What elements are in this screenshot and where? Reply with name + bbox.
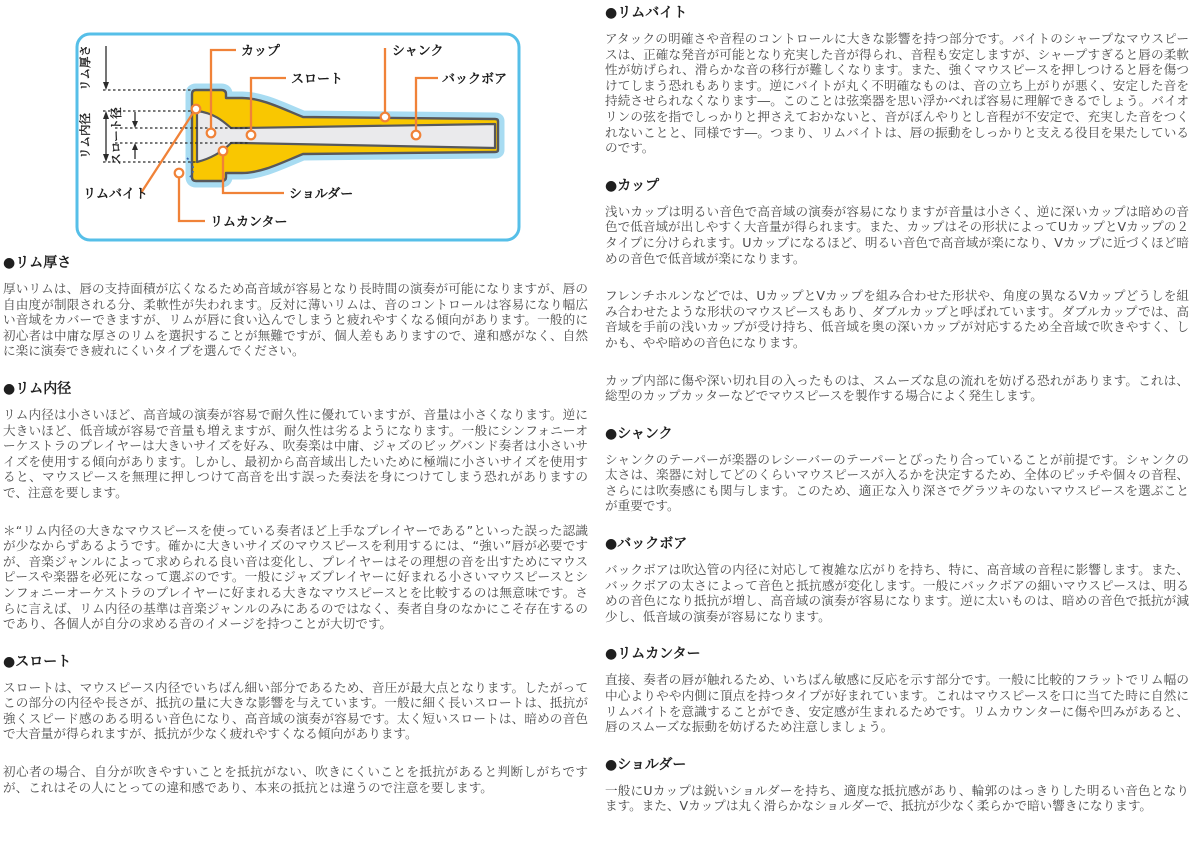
rim-contour-pointer-dot [175,169,184,178]
shank-pointer-dot [381,113,390,122]
paragraph: フレンチホルンなどでは、UカップとVカップを組み合わせた形状や、角度の異なるVカップどうしを組み合わせたような形状のマウスピースもあり、ダブルカップと呼ばれています。ダブルカップでは、高音域を手前の浅いカップが受け持ち、低音域を奥の深いカップが対応するため全音域で吹きやすく、しかも、やや暗めの音色になります。 [605,288,1189,350]
cup-pointer-dot [207,129,216,138]
section-rim-inner-diameter [3,381,588,632]
section-heading: ●カップ [605,177,660,194]
rim-thickness-label: リム厚さ [78,45,92,91]
paragraph: 浅いカップは明るい音色で高音域の演奏が容易になりますが音量は小さく、逆に深いカップは暗めの音色で低音域が出しやすく大音量が得られます。また、カップはその形状によってUカップとVカップの２タイプに分けられます。Uカップになるほど、明るい音色で高音域が楽になり、Vカップに近づくほど暗めの音色で低音域が楽になります。 [605,203,1189,266]
section-throat [3,654,588,796]
section-heading: ●バックボア [605,536,688,553]
paragraph: スロートは、マウスピース内径でいちばん細い部分であるため、音圧が最大点となります。したがってこの部分の内径や長さが、抵抗の量に大きな影響を与えています。一般に細く長いスロートは、抵抗が強くスピード感のある明るい音色になり、高音域の演奏が容易です。太く短いスロートは、暗めの音色で大音量が得られますが、抵抗が少なく疲れやすくなる傾向があります。 [3,679,588,742]
left-column [3,0,588,817]
section-heading: ●シャンク [605,425,673,442]
shoulder-pointer-dot [219,147,228,156]
paragraph: カップ内部に傷や深い切れ目の入ったものは、スムーズな息の流れを妨げる恐れがあります。これは、総型のカップカッターなどでマウスピースを製作する場合によく発生します。 [605,372,1189,404]
section-backbore [605,536,1189,624]
right-column [605,0,1189,836]
section-shank [605,426,1189,514]
paragraph: アタックの明確さや音程のコントロールに大きな影響を持つ部分です。バイトのシャープなマウスピースは、正確な発音が可能となり充実した音が得られ、音程も安定しますが、シャープすぎると唇の柔軟性が妨げられ、滑らかな音の移行が難しくなります。また、強くマウスピースを押しつけると唇を傷つけてしまう恐れもあります。逆にバイトが丸く不明確なものは、音の立ち上がりが悪く、安定した音を持続させられなくなります―。このことは弦楽器を思い浮かべれば容易に理解できるでしょう。バイオリンの弦を指でしっかりと押さえておかないと、音がぼんやりとし音程が不安定で、充実した音をつくれないことと、同様です―。つまり、リムバイトは、唇の振動をしっかりと支える役目を果たしているのです。 [605,31,1189,156]
section-cup [605,178,1189,404]
paragraph: 厚いリムは、唇の支持面積が広くなるため高音域が容易となり長時間の演奏が可能になりますが、唇の自由度が制限される分、柔軟性が失われます。反対に薄いリムは、音のコントロールは容易になり幅広い音域をカバーできますが、リムが唇に食い込んでしまうと疲れやすくなる傾向があります。一般的に初心者は中庸な厚さのリムを選択することが無難ですが、個人差もありますので、違和感がなく、自然に楽に演奏でき疲れにくいタイプを選んでください。 [3,281,588,359]
section-rim-thickness [3,255,588,359]
paragraph: 一般にUカップは鋭いショルダーを持ち、適度な抵抗感があり、輪郭のはっきりした明るい音色となります。また、Vカップは丸く滑らかなショルダーで、抵抗が少なく柔らかで暗い響きになります。 [605,782,1189,814]
paragraph: 直接、奏者の唇が触れるため、いちばん敏感に反応を示す部分です。一般に比較的フラットでリム幅の中心よりやや内側に頂点を持つタイプが好まれています。これはマウスピースを口に当てた時に自然にリムバイトを意識することができ、安定感が生まれるためです。リムカウンターに傷や凹みがあると、唇のスムーズな振動を妨げるため注意しましょう。 [605,672,1189,735]
section-heading: ●スロート [3,653,72,670]
backbore-label: バックボア [442,72,508,87]
paragraph: 初心者の場合、自分が吹きやすいことを抵抗がない、吹きにくいことを抵抗があると判断しがちですが、これはその人にとっての違和感であり、本来の抵抗とは違うので注意を要します。 [3,764,588,795]
throat-label: スロート [291,72,344,87]
rim-inner-diameter-label: リム内径 [78,113,92,159]
paragraph: ＊“リム内径の大きなマウスピースを使っている奏者ほど上手なプレイヤーである”といった誤った認識が少なからずあるようです。確かに大きいサイズのマウスピースを利用するには、“強い”唇が必要ですが、音楽ジャンルによって求められる良い音は変化し、プレイヤーはその理想の音を出すためにマウスピースや楽器を必死になって選ぶのです。一般にジャズプレイヤーに好まれる小さいマウスピースとシンフォニーオーケストラのプレイヤーに好まれる大きなマウスピースとを比較するのは無意味です。さらに言えば、リム内径の基準は音楽ジャンルのみにあるのではなく、奏者自身のなかにこそ存在するのであり、各個人が自分の求める音のイメージを持つことが大切です。 [3,522,588,632]
rim-bite-label: リムバイト [83,187,149,202]
cup-label: カップ [241,44,280,59]
throat-diameter-label: スロート径 [109,107,123,165]
paragraph: リム内径は小さいほど、高音域の演奏が容易で耐久性に優れていますが、音量は小さくなります。逆に大きいほど、低音域が容易で音量も増えますが、耐久性は劣るようになります。一般にシンフォニーオーケストラのプレイヤーは大きいサイズを好み、吹奏楽は中庸、ジャズのビッグバンド奏者は小さいサイズを使用する傾向があります。しかし、最初から高音域出したいために極端に小さいサイズを使用すると、マウスピースを無理に押しつけて高音を出す誤った奏法を身につけてしまう恐れがありますので、注意を要します。 [3,406,588,500]
mouthpiece-diagram-svg [75,32,522,242]
section-rim-contour [605,646,1189,734]
section-shoulder [605,757,1189,814]
section-heading: ●ショルダー [605,756,687,773]
shoulder-label: ショルダー [289,187,354,202]
backbore-pointer-dot [412,131,421,140]
paragraph: シャンクのテーパーが楽器のレシーバーのテーパーとぴったり合っていることが前提です。シャンクの太さは、楽器に対してどのくらいマウスピースが入るかを決定するため、全体のピッチや個々の音程、さらには吹奏感にも関与します。このため、適正な入り深さでグラツキのないマウスピースを選ぶことが重要です。 [605,451,1189,514]
section-heading: ●リムカンター [605,646,701,663]
mouthpiece-diagram [75,32,522,242]
throat-pointer-dot [247,131,256,140]
rim-bite-pointer-dot [192,105,201,114]
paragraph: バックボアは吹込管の内径に対応して複雑な広がりを持ち、特に、高音域の音程に影響します。また、バックボアの太さによって音色と抵抗感が変化します。一般にバックボアの細いマウスピースは、明るめの音色になり抵抗が増し、高音域の演奏が容易になります。逆に太いものは、暗めの音色で抵抗が減少し、低音域の演奏が容易になります。 [605,562,1189,624]
rim-contour-label: リムカンター [210,215,288,230]
section-heading: ●リムバイト [605,5,688,21]
section-heading: ●リム厚さ [3,255,72,271]
section-rim-bite [605,0,1189,156]
section-heading: ●リム内径 [3,380,72,397]
shank-label: シャンク [392,44,444,59]
